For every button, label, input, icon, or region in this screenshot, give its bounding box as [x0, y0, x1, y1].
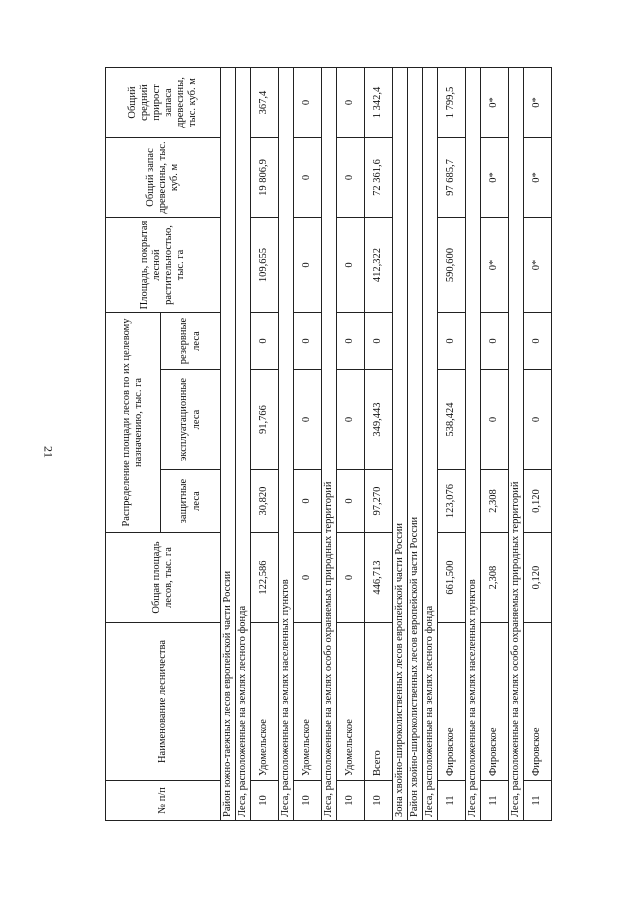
cell-row-num: 11	[524, 781, 552, 821]
cell-row-num: 10	[294, 781, 322, 821]
section-row	[393, 68, 408, 821]
table-row	[251, 68, 279, 821]
header-total-area: Общая площадь лесов, тыс. га	[106, 533, 221, 623]
table-row	[481, 68, 509, 821]
header-distribution: Распределение площади лесов по их целевому назначению, тыс. га	[106, 313, 161, 533]
section-label: Зона хвойно-широколиственных лесов европейской части России	[393, 68, 408, 821]
section-label: Леса, расположенные на землях лесного фонда	[236, 68, 251, 821]
cell-growth: 0	[294, 68, 322, 138]
cell-exploitation: 0	[524, 370, 552, 470]
cell-covered-area: 0	[337, 218, 365, 313]
cell-reserve: 0	[294, 313, 322, 370]
cell-forestry-name: Удомельское	[337, 623, 365, 781]
cell-covered-area: 412,322	[365, 218, 393, 313]
cell-total-area: 0,120	[524, 533, 552, 623]
cell-covered-area: 0	[294, 218, 322, 313]
cell-stock: 97 685,7	[438, 138, 466, 218]
cell-row-num: 10	[251, 781, 279, 821]
cell-covered-area: 0*	[524, 218, 552, 313]
section-label: Леса, расположенные на землях населенных пунктов	[279, 68, 294, 821]
cell-forestry-name: Фировское	[481, 623, 509, 781]
header-name: Наименование лесничества	[106, 623, 221, 781]
forest-table-container	[105, 68, 543, 821]
section-row	[322, 68, 337, 821]
table-row	[337, 68, 365, 821]
forest-distribution-table	[105, 67, 552, 821]
cell-covered-area: 590,600	[438, 218, 466, 313]
cell-total-area: 661,500	[438, 533, 466, 623]
cell-row-num: 10	[337, 781, 365, 821]
cell-total-area: 446,713	[365, 533, 393, 623]
section-label: Леса, расположенные на землях лесного фонда	[423, 68, 438, 821]
cell-forestry-name: Фировское	[438, 623, 466, 781]
cell-covered-area: 0*	[481, 218, 509, 313]
section-row	[509, 68, 524, 821]
header-covered-area: Площадь, покрытая лесной растительностью, тыс. га	[106, 218, 221, 313]
section-row	[408, 68, 423, 821]
cell-total-area: 122,586	[251, 533, 279, 623]
cell-exploitation: 0	[481, 370, 509, 470]
cell-protective: 0	[294, 470, 322, 533]
cell-covered-area: 109,655	[251, 218, 279, 313]
section-row	[466, 68, 481, 821]
cell-forestry-name: Удомельское	[251, 623, 279, 781]
cell-row-num: 10	[365, 781, 393, 821]
cell-total-area: 0	[337, 533, 365, 623]
cell-total-area: 0	[294, 533, 322, 623]
header-reserve: резервные леса	[161, 313, 221, 370]
cell-growth: 1 342,4	[365, 68, 393, 138]
cell-exploitation: 538,424	[438, 370, 466, 470]
cell-stock: 0*	[481, 138, 509, 218]
table-row	[294, 68, 322, 821]
section-label: Район южно-таежных лесов европейской части России	[221, 68, 236, 821]
cell-exploitation: 0	[337, 370, 365, 470]
cell-stock: 72 361,6	[365, 138, 393, 218]
header-protective: защитные леса	[161, 470, 221, 533]
cell-growth: 0*	[524, 68, 552, 138]
cell-reserve: 0	[337, 313, 365, 370]
section-row	[236, 68, 251, 821]
cell-exploitation: 349,443	[365, 370, 393, 470]
table-row	[524, 68, 552, 821]
cell-stock: 0	[294, 138, 322, 218]
page-number: 21	[41, 446, 56, 458]
cell-growth: 367,4	[251, 68, 279, 138]
cell-row-num: 11	[438, 781, 466, 821]
cell-reserve: 0	[481, 313, 509, 370]
cell-protective: 0	[337, 470, 365, 533]
cell-growth: 1 799,5	[438, 68, 466, 138]
cell-protective: 123,076	[438, 470, 466, 533]
section-row	[221, 68, 236, 821]
section-label: Леса, расположенные на землях особо охраняемых природных территорий	[322, 68, 337, 821]
cell-protective: 0,120	[524, 470, 552, 533]
cell-total-area: 2,308	[481, 533, 509, 623]
cell-forestry-name: Всего	[365, 623, 393, 781]
cell-reserve: 0	[365, 313, 393, 370]
table-row	[438, 68, 466, 821]
header-stock: Общий запас древесины, тыс. куб. м	[106, 138, 221, 218]
table-row	[365, 68, 393, 821]
section-row	[279, 68, 294, 821]
cell-forestry-name: Фировское	[524, 623, 552, 781]
section-row	[423, 68, 438, 821]
section-label: Район хвойно-широколиственных лесов европейской части России	[408, 68, 423, 821]
section-label: Леса, расположенные на землях населенных пунктов	[466, 68, 481, 821]
cell-reserve: 0	[438, 313, 466, 370]
cell-forestry-name: Удомельское	[294, 623, 322, 781]
section-label: Леса, расположенные на землях особо охраняемых природных территорий	[509, 68, 524, 821]
cell-stock: 0*	[524, 138, 552, 218]
cell-protective: 97,270	[365, 470, 393, 533]
cell-row-num: 11	[481, 781, 509, 821]
cell-stock: 19 806,9	[251, 138, 279, 218]
header-growth: Общий средний прирост запаса древесины, тыс. куб. м	[106, 68, 221, 138]
cell-growth: 0*	[481, 68, 509, 138]
cell-protective: 30,820	[251, 470, 279, 533]
cell-reserve: 0	[524, 313, 552, 370]
cell-exploitation: 91,766	[251, 370, 279, 470]
cell-growth: 0	[337, 68, 365, 138]
header-exploitation: эксплуатационные леса	[161, 370, 221, 470]
header-num: № п/п	[106, 781, 221, 821]
cell-protective: 2,308	[481, 470, 509, 533]
cell-reserve: 0	[251, 313, 279, 370]
cell-stock: 0	[337, 138, 365, 218]
cell-exploitation: 0	[294, 370, 322, 470]
table-body	[221, 68, 552, 821]
